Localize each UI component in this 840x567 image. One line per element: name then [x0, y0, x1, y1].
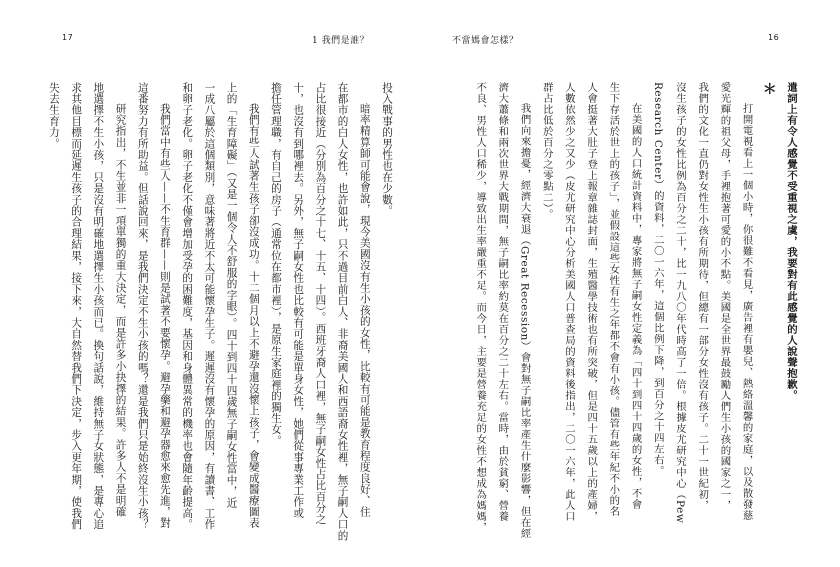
paragraph: 沒生孩子的女性比例為百分之二十，比一九八〇年代時高了一倍。根據皮尤研究中心（Pew — [673, 82, 686, 524]
paragraph: 十，也沒有到哪裡去。另外，無子嗣女性也比較有可能是單身女性，她們從事專業工作或 — [292, 82, 305, 519]
paragraph: 一成八屬於這個類別，意味著將近不太可能懷孕生子。遲遲沒有懷孕的原因，有讀書、工作 — [203, 82, 216, 530]
paragraph: 上的「生育障礙」（又是一個令人不舒服的字眼）。四十到四十四歲無子嗣女性當中，近 — [225, 82, 238, 509]
paragraph: 我們當中有些人——不生育群——則是試著不要懷孕。避孕藥和避孕器愈來愈先進，對 — [158, 103, 171, 529]
paragraph: 打開電視看上一個小時，你很難不看見，廣告裡有嬰兒、熱絡溫馨的家庭，以及散發慈 — [740, 102, 753, 521]
paragraph: 不良、男性人口稀少，導致出生率嚴重不足。而今日，主要是營養充足的女性不想成為媽媽， — [474, 82, 487, 533]
paragraph: 我們向來擔憂，經濟大衰退（Great Recession）會對無子嗣比率產生什麼影響，但在經 — [518, 102, 531, 539]
paragraph: 地選擇不生小孩，只是沒有明確地選擇生小孩而已。換句話說，維持無子女狀態，是專心追 — [92, 82, 105, 530]
paragraph: 占比很接近（分別為百分之十七、十五、十四）。西班牙裔人口裡，無子嗣女性占比百分之 — [314, 82, 327, 525]
paragraph: 擔任管理職，有自己的房子（通常位在都市裡），是原生家庭裡的獨生女。 — [269, 82, 282, 447]
paragraph: 和卵子老化。卵子老化不僅會增加受孕的困難度，基因和身體異常的機率也會隨年齡提高。 — [181, 82, 194, 530]
lead-paragraph: 遣詞上有令人感覺不受重視之虞，我要對有此感覺的人說聲抱歉。 — [785, 82, 797, 401]
paragraph: 我們的文化一直仍對女性生小孩有所期待，但總有一部分女性沒有孩子。二十一世紀初， — [696, 82, 709, 511]
paragraph: 生下存活於世上的孩子」，並假設這些女性有生之年都不會有小孩。儘管有些年紀不小的名 — [607, 82, 620, 517]
paragraph: 投入戰事的男性也在少數。 — [381, 82, 393, 217]
paragraph: 研究指出，不生並非一項單獨的重大決定，而是許多小抉擇的結果。許多人不是明確 — [114, 103, 127, 518]
page-number: 17 — [62, 33, 74, 42]
paragraph: 人會挺著大肚子登上報章雜誌封面，生殖醫學技術也有所突破，但是四十五歲以上的產婦， — [585, 82, 598, 522]
paragraph: Research Center）的資料，二〇一六年，這個比例下降，到百分之十四左右。 — [651, 82, 664, 477]
paragraph: 這番努力有所助益。但話說回來，是我們決定不生小孩的嗎？還是我們只是始終沒生小孩？ — [136, 82, 149, 530]
body-text — [43, 82, 398, 542]
paragraph: 在都市的白人女性，也許如此，只不過目前白人、非裔美國人和西語裔女性裡，無子嗣人口的 — [336, 82, 349, 542]
page-number: 16 — [768, 33, 780, 42]
paragraph: 濟大蕭條和兩次世界大戰期間，無子嗣比率約莫在百分之二十左右。當時，由於貧窮、營養 — [496, 82, 509, 522]
body-text — [469, 82, 802, 542]
right-page — [420, 0, 840, 567]
section-break-asterisk: ＊ — [760, 82, 777, 97]
paragraph: 愛光輝的祖父母，手裡抱著可愛的小不點。美國是全世界最鼓勵人們生小孩的國家之一， — [718, 82, 731, 511]
paragraph: 在美國的人口統計資料中，專家將無子嗣女性定義為「四十到四十四歲的女性，不會 — [629, 102, 642, 510]
paragraph: 求其他目標而延遲生孩子的合理結果，接下來，大自然替我們下決定，步入更年期，使我們 — [70, 82, 83, 530]
paragraph: 暗率精算師可能會說，現今美國沒有生小孩的女性，比較有可能是教育程度良好、住 — [358, 103, 371, 518]
paragraph: 人數依然少之又少（皮尤研究中心分析美國人口普查局的資料後指出，二〇一六年，此人口 — [562, 82, 575, 522]
running-head: 不當媽會怎樣？ — [452, 36, 519, 46]
paragraph: 失去生育力。 — [47, 82, 60, 150]
paragraph: 我們有些人試著生孩子卻沒成功。十二個月以上不避孕還沒懷上孩子，會變成醫療圖表 — [247, 103, 260, 529]
running-head: 1 我們是誰？ — [312, 36, 370, 46]
paragraph: 群占比低於百分之零點二）。 — [540, 82, 553, 220]
